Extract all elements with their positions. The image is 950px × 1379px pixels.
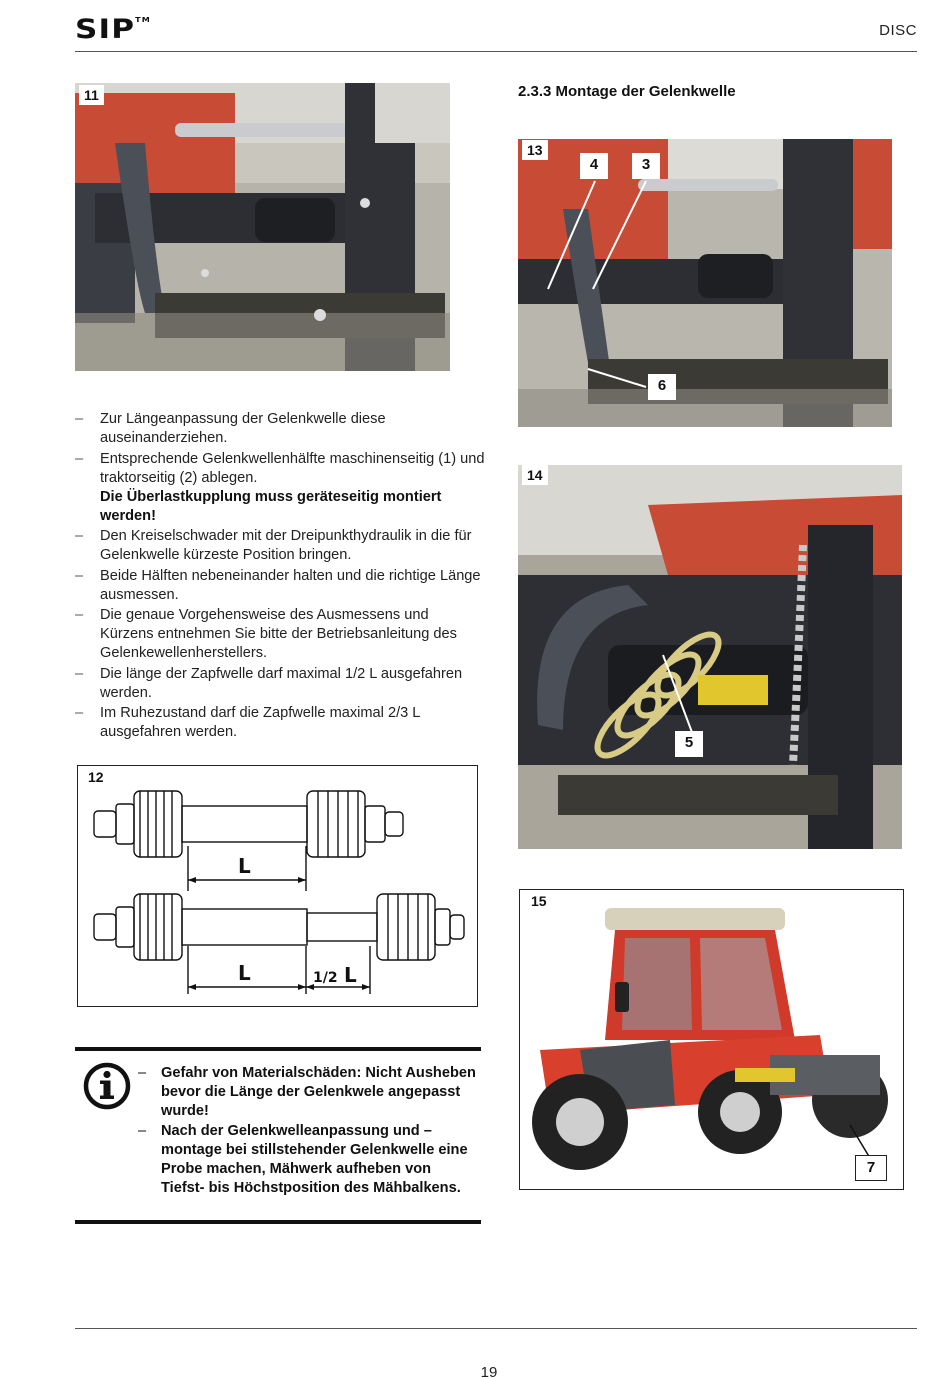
callout-7: 7 bbox=[855, 1155, 887, 1181]
figure-12-diagram bbox=[77, 765, 478, 1007]
footer-divider bbox=[75, 1328, 917, 1329]
instruction-item: – Den Kreiselschwader mit der Dreipunkthydraulik in die für Gelenkwelle kürzeste Position bringen. bbox=[75, 527, 485, 565]
instruction-item: – Die genaue Vorgehensweise des Ausmessens und Kürzens entnehmen Sie bitte der Betriebsanleitung des Gelenkewellenherstellers. bbox=[75, 606, 485, 663]
figure-12-number: 12 bbox=[84, 767, 108, 787]
note-item: – Nach der Gelenkwelleanpassung und –montage bei stillstehender Gelenkwelle eine Probe machen, Mähwerk aufheben von Tiefst- bis Höchstposition des Mähbalkens. bbox=[138, 1122, 478, 1199]
instruction-item: – Die länge der Zapfwelle darf maximal 1/2 L ausgefahren werden. bbox=[75, 665, 485, 703]
info-icon bbox=[83, 1062, 131, 1115]
instruction-item: – Im Ruhezustand darf die Zapfwelle maximal 2/3 L ausgefahren werden. bbox=[75, 704, 485, 742]
drive-shaft-drawing bbox=[78, 766, 476, 1005]
figure-13-number: 13 bbox=[522, 140, 548, 160]
instruction-item: – Zur Längeanpassung der Gelenkwelle diese auseinanderziehen. bbox=[75, 410, 485, 448]
figure-13-photo bbox=[518, 139, 892, 427]
callout-6: 6 bbox=[648, 374, 676, 400]
instruction-item: – Entsprechende Gelenkwellenhälfte maschinenseitig (1) und traktorseitig (2) ablegen. Die Überlastkupplung muss geräteseitig montiert werden! bbox=[75, 450, 485, 526]
note-list bbox=[138, 1064, 478, 1198]
figure-11-photo bbox=[75, 83, 450, 371]
callout-5: 5 bbox=[675, 731, 703, 757]
figure-11-number: 11 bbox=[79, 85, 104, 105]
figure-14-photo bbox=[518, 465, 902, 849]
figure-15-photo bbox=[519, 889, 904, 1190]
sip-logo: SIP™ bbox=[75, 14, 151, 45]
figure-15-number: 15 bbox=[526, 891, 552, 911]
callout-3: 3 bbox=[632, 153, 660, 179]
note-item: – Gefahr von Materialschäden: Nicht Ausheben bevor die Länge der Gelenkwele angepasst wurde! bbox=[138, 1064, 478, 1122]
section-title: 2.3.3 Montage der Gelenkwelle bbox=[518, 83, 736, 100]
page-number: 19 bbox=[480, 1364, 498, 1379]
callout-4: 4 bbox=[580, 153, 608, 179]
dimension-half-l: L bbox=[344, 963, 357, 987]
header-divider bbox=[75, 51, 917, 52]
document-code: DISC bbox=[879, 22, 917, 39]
warning-note bbox=[75, 1047, 481, 1224]
instruction-list bbox=[75, 410, 485, 744]
dimension-l-top: L bbox=[238, 854, 251, 878]
dimension-l-bottom: L bbox=[238, 961, 251, 985]
figure-14-number: 14 bbox=[522, 465, 548, 485]
dimension-half: 1/2 bbox=[313, 970, 338, 986]
instruction-item: – Beide Hälften nebeneinander halten und die richtige Länge ausmessen. bbox=[75, 567, 485, 605]
